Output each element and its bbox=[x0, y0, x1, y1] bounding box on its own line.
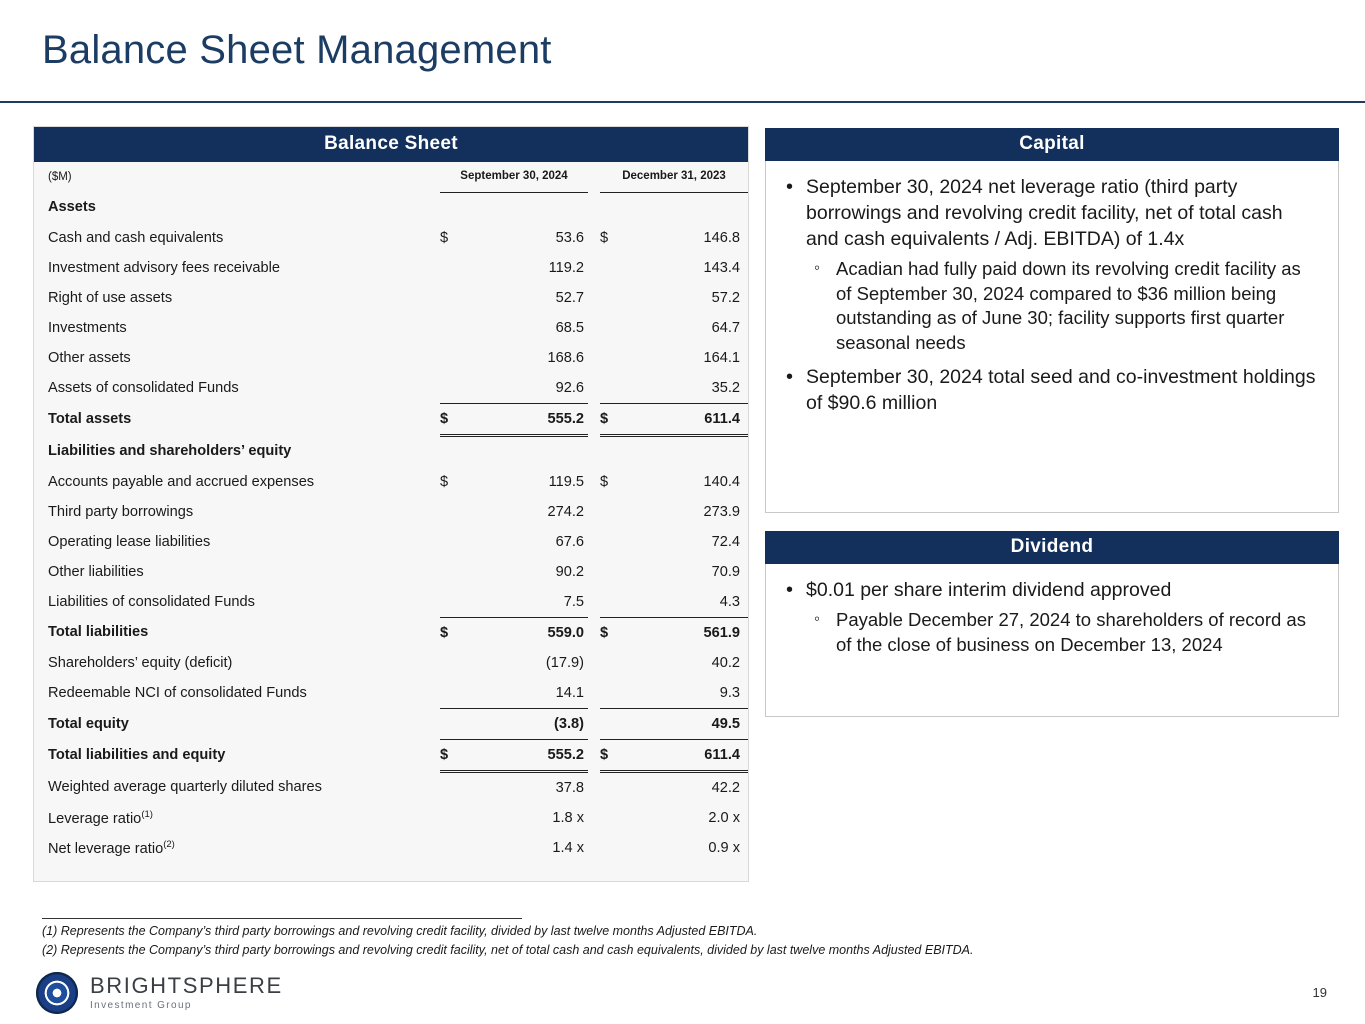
column-gap bbox=[588, 313, 600, 343]
column-gap bbox=[588, 803, 600, 833]
table-row bbox=[34, 343, 748, 373]
capital-sub-bullet: ◦ Acadian had fully paid down its revolving credit facility as of September 30, 2024 compared to $36 million being outstanding as of June 30; facility supports first quarter seasonal needs bbox=[806, 257, 1320, 356]
currency-symbol-col1: $ bbox=[440, 229, 449, 246]
currency-symbol-col2 bbox=[600, 557, 674, 587]
footnote-1: (1) Represents the Company’s third party borrowings and revolving credit facility, divided by last twelve months Adjusted EBITDA. bbox=[42, 924, 758, 938]
currency-symbol-col1 bbox=[440, 527, 514, 557]
column-gap bbox=[588, 373, 600, 404]
capital-bullet-text: September 30, 2024 net leverage ratio (third party borrowings and revolving credit facility, net of total cash and cash equivalents / Adj. EBITDA) of 1.4x bbox=[806, 176, 1283, 250]
row-label: Assets of consolidated Funds bbox=[48, 379, 239, 396]
page-title: Balance Sheet Management bbox=[42, 28, 552, 72]
table-row bbox=[34, 648, 748, 678]
row-label: Operating lease liabilities bbox=[48, 533, 211, 550]
footnote-2: (2) Represents the Company’s third party borrowings and revolving credit facility, net of total cash and cash equivalents, divided by last twelve months Adjusted EBITDA. bbox=[42, 943, 974, 958]
currency-symbol-col1: $ bbox=[440, 403, 514, 435]
value-col1: 68.5 bbox=[555, 319, 584, 336]
row-label: Total liabilities and equity bbox=[48, 747, 226, 763]
currency-symbol-col2 bbox=[600, 587, 674, 618]
currency-symbol-col1 bbox=[440, 192, 514, 223]
table-row bbox=[34, 497, 748, 527]
capital-sub-list bbox=[806, 257, 1320, 356]
currency-symbol-col1 bbox=[440, 497, 514, 527]
currency-symbol-col2 bbox=[600, 283, 674, 313]
currency-symbol-col2 bbox=[600, 373, 674, 404]
row-label: Redeemable NCI of consolidated Funds bbox=[48, 684, 307, 701]
column-header-2: December 31, 2023 bbox=[600, 162, 748, 192]
table-row bbox=[34, 803, 748, 833]
column-gap bbox=[588, 739, 600, 771]
capital-header: Capital bbox=[765, 128, 1339, 161]
column-header-1: September 30, 2024 bbox=[440, 162, 588, 192]
row-label: Investment advisory fees receivable bbox=[48, 259, 280, 276]
currency-symbol-col2 bbox=[600, 678, 674, 709]
table-row bbox=[34, 617, 748, 648]
capital-bullet bbox=[780, 365, 1320, 417]
currency-symbol-col1 bbox=[440, 343, 514, 373]
currency-symbol-col2 bbox=[600, 771, 674, 803]
value-col2: 70.9 bbox=[711, 563, 740, 580]
value-col2: 40.2 bbox=[711, 654, 740, 671]
row-label: Assets bbox=[48, 199, 96, 216]
table-header-row bbox=[34, 162, 748, 192]
page-number: 19 bbox=[1312, 985, 1327, 1000]
value-col2: 64.7 bbox=[711, 319, 740, 336]
value-col2: 72.4 bbox=[711, 533, 740, 550]
value-col2: 146.8 bbox=[703, 229, 740, 246]
column-gap bbox=[588, 283, 600, 313]
row-label: Shareholders’ equity (deficit) bbox=[48, 654, 233, 671]
value-col2: 164.1 bbox=[703, 349, 740, 366]
row-label: Investments bbox=[48, 319, 127, 336]
value-col1 bbox=[514, 435, 588, 467]
value-col2: 2.0 x bbox=[708, 809, 740, 826]
value-col1: 53.6 bbox=[555, 229, 584, 246]
value-col1: 67.6 bbox=[555, 533, 584, 550]
currency-symbol-col2 bbox=[600, 313, 674, 343]
column-gap bbox=[588, 403, 600, 435]
value-col2: 561.9 bbox=[674, 617, 748, 648]
currency-symbol-col2 bbox=[600, 253, 674, 283]
currency-symbol-col1 bbox=[440, 373, 514, 404]
row-label: Leverage ratio$^{(1)}$ bbox=[48, 808, 153, 827]
column-gap bbox=[588, 587, 600, 618]
value-col2: 611.4 bbox=[674, 403, 748, 435]
table-row bbox=[34, 833, 748, 863]
currency-symbol-col2: $ bbox=[600, 473, 609, 490]
currency-symbol-col1 bbox=[440, 648, 514, 678]
value-col1 bbox=[514, 192, 588, 223]
column-gap bbox=[588, 771, 600, 803]
column-gap bbox=[588, 192, 600, 223]
table-row bbox=[34, 557, 748, 587]
dividend-sub-list bbox=[806, 608, 1320, 658]
brand-logo bbox=[36, 972, 283, 1014]
currency-symbol-col1 bbox=[440, 283, 514, 313]
row-label: Right of use assets bbox=[48, 289, 173, 306]
currency-symbol-col1: $ bbox=[440, 473, 449, 490]
value-col2: 611.4 bbox=[674, 739, 748, 771]
row-label: Total equity bbox=[48, 715, 129, 732]
value-col1: 92.6 bbox=[555, 379, 584, 396]
footnotes bbox=[42, 922, 1242, 961]
value-col2: 57.2 bbox=[711, 289, 740, 306]
column-gap bbox=[588, 467, 600, 497]
table-row bbox=[34, 253, 748, 283]
value-col1: 274.2 bbox=[547, 503, 584, 520]
currency-symbol-col1 bbox=[440, 803, 514, 833]
currency-symbol-col1: $ bbox=[440, 739, 514, 771]
capital-bullet bbox=[780, 175, 1320, 356]
column-gap bbox=[588, 678, 600, 709]
currency-symbol-col1 bbox=[440, 771, 514, 803]
value-col1: 555.2 bbox=[514, 739, 588, 771]
table-row bbox=[34, 739, 748, 771]
column-gap bbox=[588, 557, 600, 587]
brand-text bbox=[90, 975, 283, 1011]
currency-symbol-col1 bbox=[440, 435, 514, 467]
currency-symbol-col2 bbox=[600, 708, 674, 739]
table-row bbox=[34, 527, 748, 557]
balance-sheet-panel bbox=[33, 126, 749, 882]
currency-symbol-col2 bbox=[600, 343, 674, 373]
table-row bbox=[34, 283, 748, 313]
table-row bbox=[34, 313, 748, 343]
column-gap bbox=[588, 527, 600, 557]
balance-sheet-header: Balance Sheet bbox=[34, 127, 748, 162]
value-col1: 119.2 bbox=[548, 259, 584, 276]
dividend-sub-bullet: ◦ Payable December 27, 2024 to shareholders of record as of the close of business on December 13, 2024 bbox=[806, 608, 1320, 658]
units-label: ($M) bbox=[48, 171, 72, 183]
value-col2 bbox=[674, 435, 748, 467]
column-gap bbox=[588, 833, 600, 863]
capital-body bbox=[765, 161, 1339, 513]
value-col2: 35.2 bbox=[711, 379, 740, 396]
row-label: Other liabilities bbox=[48, 563, 144, 580]
currency-symbol-col1 bbox=[440, 708, 514, 739]
value-col2: 49.5 bbox=[674, 708, 748, 739]
column-gap bbox=[588, 343, 600, 373]
value-col1: 555.2 bbox=[514, 403, 588, 435]
currency-symbol-col2: $ bbox=[600, 403, 674, 435]
column-gap bbox=[588, 497, 600, 527]
balance-sheet-table bbox=[34, 162, 748, 863]
row-label: Other assets bbox=[48, 349, 131, 366]
currency-symbol-col1 bbox=[440, 557, 514, 587]
value-col1: (17.9) bbox=[545, 654, 584, 671]
value-col1: 1.8 x bbox=[552, 809, 584, 826]
column-gap bbox=[588, 253, 600, 283]
brand-tagline: Investment Group bbox=[90, 1000, 192, 1011]
value-col2: 273.9 bbox=[703, 503, 740, 520]
dividend-bullet bbox=[780, 578, 1320, 657]
value-col2: 4.3 bbox=[719, 593, 740, 610]
table-row bbox=[34, 678, 748, 709]
column-gap bbox=[588, 223, 600, 253]
dividend-bullet-list bbox=[780, 578, 1320, 657]
currency-symbol-col2: $ bbox=[600, 739, 674, 771]
column-gap bbox=[588, 648, 600, 678]
row-label: Accounts payable and accrued expenses bbox=[48, 473, 315, 490]
currency-symbol-col1 bbox=[440, 678, 514, 709]
value-col1: 119.5 bbox=[548, 473, 584, 490]
currency-symbol-col2 bbox=[600, 192, 674, 223]
row-label: Weighted average quarterly diluted shares bbox=[48, 778, 322, 795]
value-col1: 1.4 x bbox=[552, 839, 584, 856]
dividend-bullet-text: $0.01 per share interim dividend approved bbox=[806, 579, 1172, 601]
table-row bbox=[34, 223, 748, 253]
value-col2: 140.4 bbox=[703, 473, 740, 490]
title-divider bbox=[0, 101, 1365, 103]
capital-bullet-list bbox=[780, 175, 1320, 417]
row-label: Liabilities of consolidated Funds bbox=[48, 593, 255, 610]
currency-symbol-col2 bbox=[600, 527, 674, 557]
currency-symbol-col2: $ bbox=[600, 229, 609, 246]
capital-bullet-text: September 30, 2024 total seed and co-investment holdings of $90.6 million bbox=[806, 365, 1316, 414]
value-col2: 0.9 x bbox=[708, 839, 740, 856]
value-col1: (3.8) bbox=[514, 708, 588, 739]
row-label: Total assets bbox=[48, 411, 132, 427]
value-col1: 559.0 bbox=[514, 617, 588, 648]
value-col2: 42.2 bbox=[711, 779, 740, 796]
table-row bbox=[34, 403, 748, 435]
value-col1: 37.8 bbox=[555, 779, 584, 796]
table-row bbox=[34, 373, 748, 404]
row-label: Total liabilities bbox=[48, 624, 149, 641]
value-col1: 90.2 bbox=[555, 563, 584, 580]
value-col2: 9.3 bbox=[719, 684, 740, 701]
table-row bbox=[34, 435, 748, 467]
dividend-header: Dividend bbox=[765, 531, 1339, 564]
capital-panel bbox=[765, 128, 1339, 514]
footnote-divider bbox=[42, 918, 522, 919]
column-gap bbox=[588, 617, 600, 648]
currency-symbol-col1 bbox=[440, 587, 514, 618]
currency-symbol-col1 bbox=[440, 833, 514, 863]
row-label: Net leverage ratio$^{(2)}$ bbox=[48, 838, 175, 857]
row-label: Liabilities and shareholders’ equity bbox=[48, 442, 292, 459]
value-col1: 7.5 bbox=[563, 593, 584, 610]
table-row bbox=[34, 771, 748, 803]
currency-symbol-col1 bbox=[440, 253, 514, 283]
currency-symbol-col2 bbox=[600, 497, 674, 527]
currency-symbol-col2 bbox=[600, 435, 674, 467]
currency-symbol-col1: $ bbox=[440, 617, 514, 648]
value-col1: 14.1 bbox=[555, 684, 584, 701]
currency-symbol-col2 bbox=[600, 648, 674, 678]
dividend-body bbox=[765, 564, 1339, 717]
table-row bbox=[34, 192, 748, 223]
brightsphere-logo-icon bbox=[36, 972, 78, 1014]
row-label: Third party borrowings bbox=[48, 503, 194, 520]
column-gap bbox=[588, 435, 600, 467]
currency-symbol-col2 bbox=[600, 803, 674, 833]
footnote-marker: (2) bbox=[163, 838, 175, 850]
currency-symbol-col2 bbox=[600, 833, 674, 863]
table-row bbox=[34, 587, 748, 618]
table-row bbox=[34, 708, 748, 739]
value-col2: 143.4 bbox=[703, 259, 740, 276]
value-col1: 168.6 bbox=[547, 349, 584, 366]
table-row bbox=[34, 467, 748, 497]
currency-symbol-col2: $ bbox=[600, 617, 674, 648]
footnote-marker: (1) bbox=[141, 808, 153, 820]
dividend-panel bbox=[765, 531, 1339, 718]
currency-symbol-col1 bbox=[440, 313, 514, 343]
value-col2 bbox=[674, 192, 748, 223]
column-gap bbox=[588, 708, 600, 739]
row-label: Cash and cash equivalents bbox=[48, 229, 224, 246]
brand-name: BRIGHTSPHERE bbox=[90, 973, 283, 998]
value-col1: 52.7 bbox=[555, 289, 584, 306]
